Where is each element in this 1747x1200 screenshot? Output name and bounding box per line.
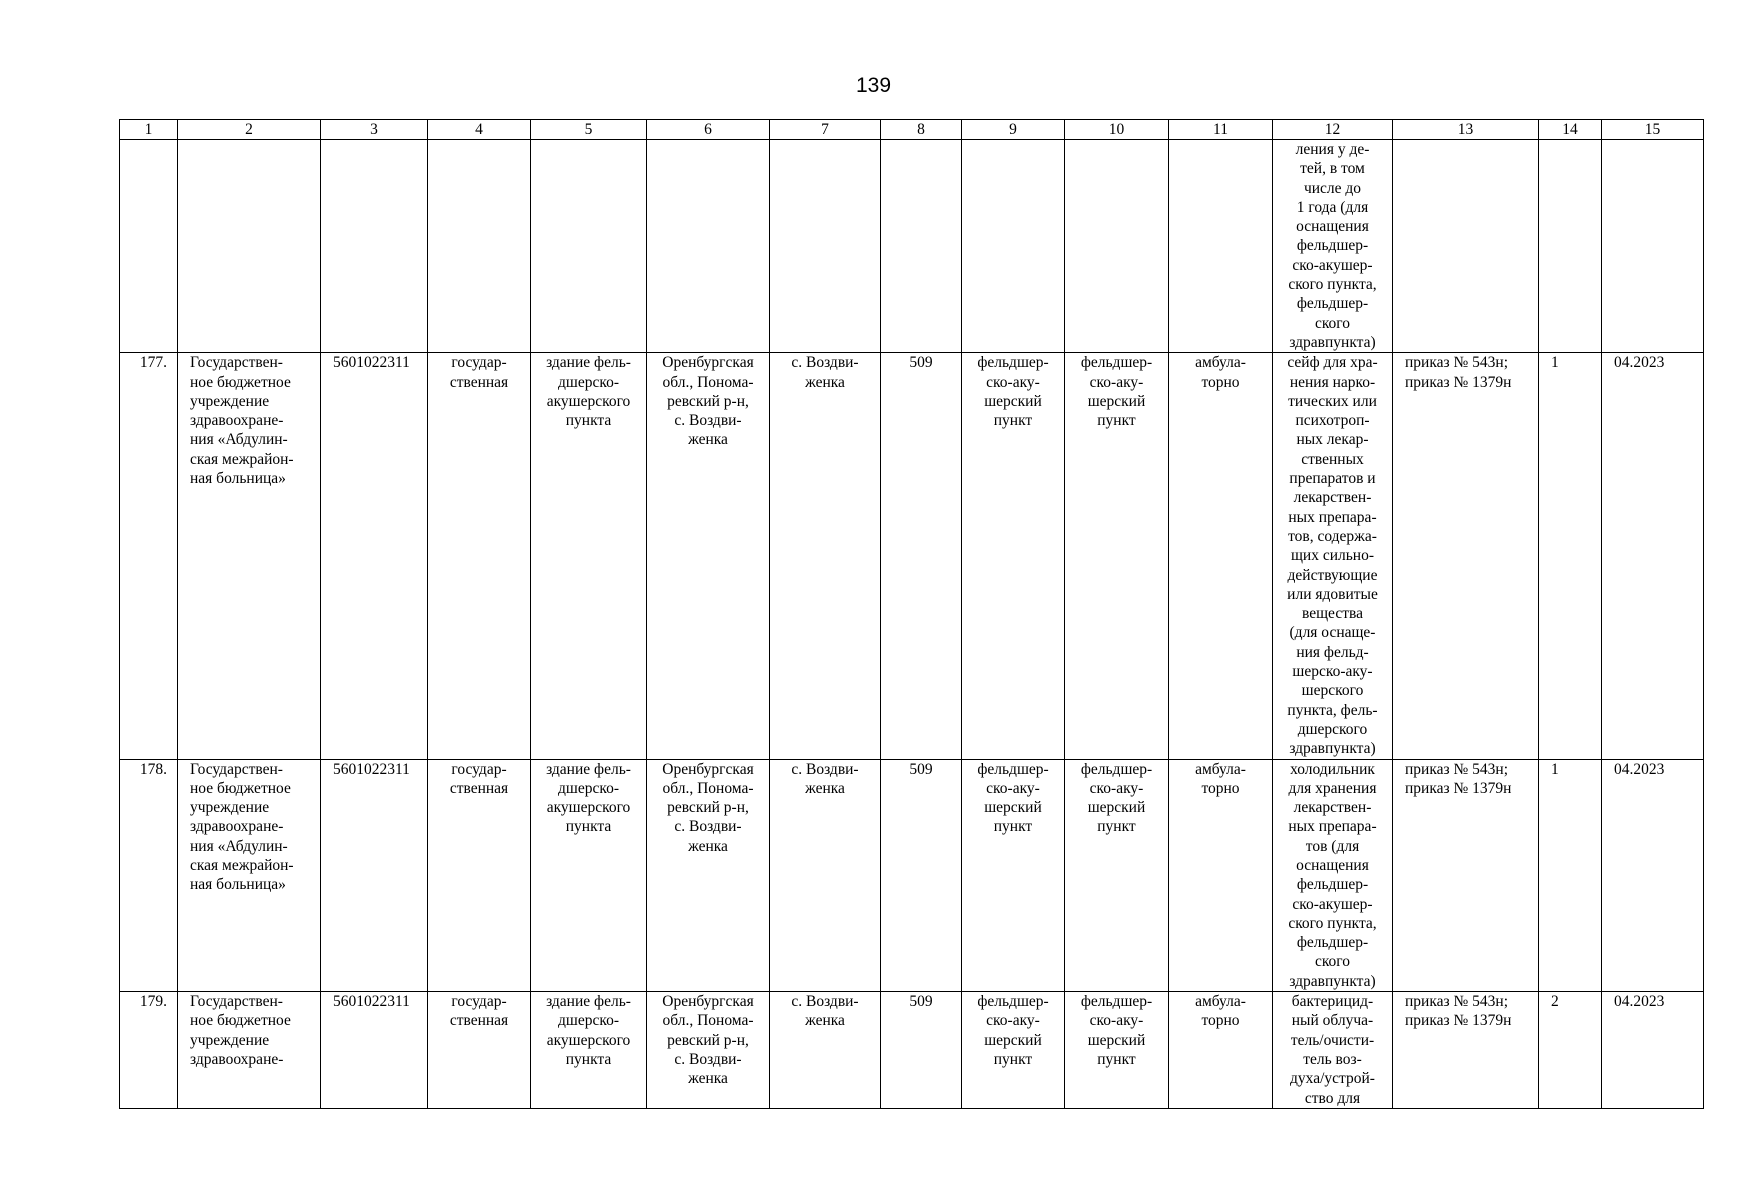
date: 04.2023 bbox=[1602, 992, 1704, 1109]
organization-name: Государствен- ное бюджетное учреждение здравоохране- ния «Абдулин- ская межрайон- ная больница» bbox=[178, 353, 321, 759]
order-reference: приказ № 543н; приказ № 1379н bbox=[1393, 759, 1539, 992]
code: 509 bbox=[881, 992, 962, 1109]
table-row bbox=[120, 759, 1704, 992]
equipment: холодильник для хранения лекарствен- ных препара- тов (для оснащения фельдшер- ско-акушер- ского пункта, фельдшер- ского здравпункта) bbox=[1273, 759, 1393, 992]
date bbox=[1602, 140, 1704, 353]
locality: с. Воздви- женка bbox=[770, 992, 881, 1109]
unit-name: фельдшер- ско-аку- шерский пункт bbox=[1065, 992, 1169, 1109]
unit-type bbox=[962, 140, 1065, 353]
column-number: 4 bbox=[428, 120, 531, 140]
equipment: ления у де- тей, в том числе до 1 года (для оснащения фельдшер- ско-акушер- ского пункта, фельдшер- ского здравпункта) bbox=[1273, 140, 1393, 353]
column-number-row bbox=[120, 120, 1704, 140]
code: 509 bbox=[881, 353, 962, 759]
column-number: 12 bbox=[1273, 120, 1393, 140]
inn bbox=[321, 140, 428, 353]
inn: 5601022311 bbox=[321, 759, 428, 992]
locality: с. Воздви- женка bbox=[770, 353, 881, 759]
column-number: 8 bbox=[881, 120, 962, 140]
care-condition: амбула- торно bbox=[1169, 992, 1273, 1109]
ownership-form: государ- ственная bbox=[428, 759, 531, 992]
unit-name: фельдшер- ско-аку- шерский пункт bbox=[1065, 759, 1169, 992]
equipment: бактерицид- ный облуча- тель/очисти- тель воз- духа/устрой- ство для bbox=[1273, 992, 1393, 1109]
code: 509 bbox=[881, 759, 962, 992]
table-row bbox=[120, 353, 1704, 759]
date: 04.2023 bbox=[1602, 353, 1704, 759]
ownership-form: государ- ственная bbox=[428, 353, 531, 759]
code bbox=[881, 140, 962, 353]
building: здание фель- дшерско- акушерского пункта bbox=[531, 353, 647, 759]
page-number: 139 bbox=[855, 74, 892, 97]
column-number: 2 bbox=[178, 120, 321, 140]
locality: с. Воздви- женка bbox=[770, 759, 881, 992]
ownership-form bbox=[428, 140, 531, 353]
order-reference bbox=[1393, 140, 1539, 353]
row-number: 179. bbox=[120, 992, 178, 1109]
care-condition: амбула- торно bbox=[1169, 759, 1273, 992]
quantity bbox=[1539, 140, 1602, 353]
quantity: 1 bbox=[1539, 759, 1602, 992]
unit-name bbox=[1065, 140, 1169, 353]
care-condition bbox=[1169, 140, 1273, 353]
row-number: 178. bbox=[120, 759, 178, 992]
unit-type: фельдшер- ско-аку- шерский пункт bbox=[962, 992, 1065, 1109]
equipment-registry-table bbox=[119, 119, 1704, 1109]
building: здание фель- дшерско- акушерского пункта bbox=[531, 759, 647, 992]
table-row bbox=[120, 992, 1704, 1109]
quantity: 1 bbox=[1539, 353, 1602, 759]
order-reference: приказ № 543н; приказ № 1379н bbox=[1393, 353, 1539, 759]
organization-name: Государствен- ное бюджетное учреждение здравоохране- ния «Абдулин- ская межрайон- ная больница» bbox=[178, 759, 321, 992]
column-number: 1 bbox=[120, 120, 178, 140]
column-number: 15 bbox=[1602, 120, 1704, 140]
building bbox=[531, 140, 647, 353]
address bbox=[647, 140, 770, 353]
unit-type: фельдшер- ско-аку- шерский пункт bbox=[962, 353, 1065, 759]
unit-name: фельдшер- ско-аку- шерский пункт bbox=[1065, 353, 1169, 759]
row-number bbox=[120, 140, 178, 353]
quantity: 2 bbox=[1539, 992, 1602, 1109]
ownership-form: государ- ственная bbox=[428, 992, 531, 1109]
building: здание фель- дшерско- акушерского пункта bbox=[531, 992, 647, 1109]
column-number: 7 bbox=[770, 120, 881, 140]
equipment: сейф для хра- нения нарко- тических или психотроп- ных лекар- ственных препаратов и лекарствен- ных препара- тов, содержа- щих сильно- действующие или ядовитые вещества (для оснаще- ния фельд- шерско-аку- шерского пункта, фель- дшерского здравпункта) bbox=[1273, 353, 1393, 759]
order-reference: приказ № 543н; приказ № 1379н bbox=[1393, 992, 1539, 1109]
organization-name bbox=[178, 140, 321, 353]
column-number: 11 bbox=[1169, 120, 1273, 140]
table-row bbox=[120, 140, 1704, 353]
care-condition: амбула- торно bbox=[1169, 353, 1273, 759]
column-number: 9 bbox=[962, 120, 1065, 140]
address: Оренбургская обл., Понома- ревский р-н, с. Воздви- женка bbox=[647, 759, 770, 992]
date: 04.2023 bbox=[1602, 759, 1704, 992]
unit-type: фельдшер- ско-аку- шерский пункт bbox=[962, 759, 1065, 992]
row-number: 177. bbox=[120, 353, 178, 759]
column-number: 3 bbox=[321, 120, 428, 140]
locality bbox=[770, 140, 881, 353]
column-number: 13 bbox=[1393, 120, 1539, 140]
organization-name: Государствен- ное бюджетное учреждение здравоохране- bbox=[178, 992, 321, 1109]
column-number: 5 bbox=[531, 120, 647, 140]
inn: 5601022311 bbox=[321, 992, 428, 1109]
inn: 5601022311 bbox=[321, 353, 428, 759]
column-number: 6 bbox=[647, 120, 770, 140]
column-number: 14 bbox=[1539, 120, 1602, 140]
address: Оренбургская обл., Понома- ревский р-н, с. Воздви- женка bbox=[647, 353, 770, 759]
column-number: 10 bbox=[1065, 120, 1169, 140]
address: Оренбургская обл., Понома- ревский р-н, с. Воздви- женка bbox=[647, 992, 770, 1109]
